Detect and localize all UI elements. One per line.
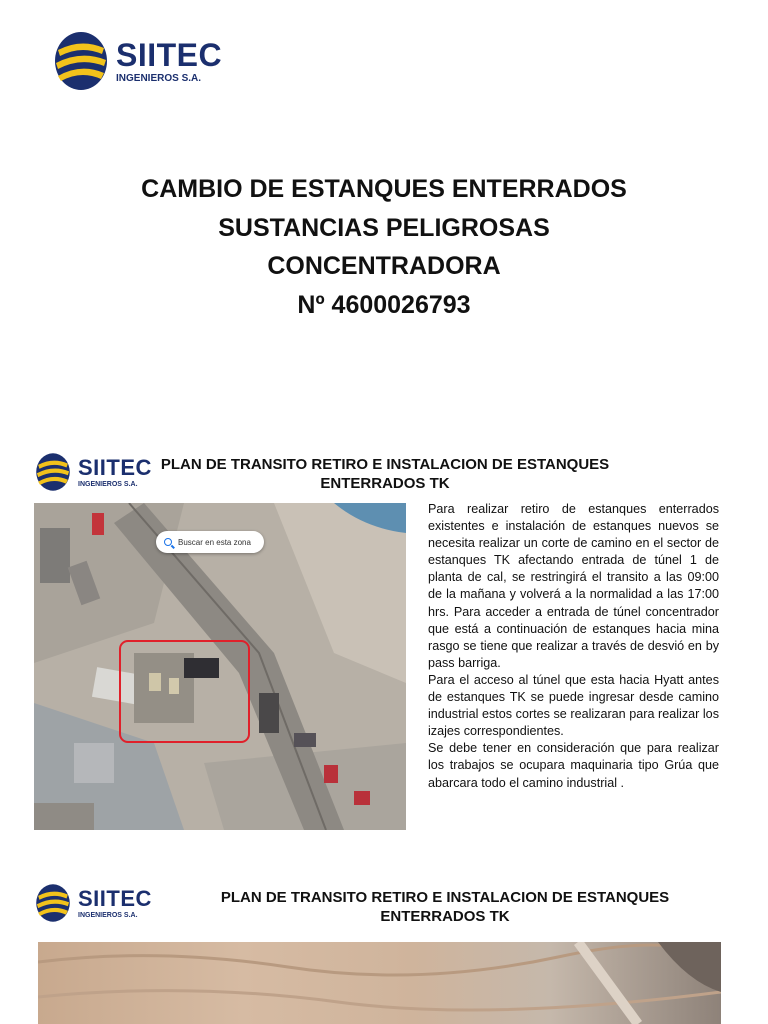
slide2-logo xyxy=(34,883,152,923)
cover-title-number: Nº 4600026793 xyxy=(297,290,471,319)
siitec-logo xyxy=(52,30,222,92)
work-area-highlight xyxy=(119,640,250,743)
satellite-map xyxy=(34,503,406,830)
map-search-placeholder: Buscar en esta zona xyxy=(178,537,251,547)
slide1-logo xyxy=(34,452,152,492)
body-paragraph: Para realizar retiro de estanques enterrados existentes e instalación de estanques nuevos se necesita realizar un corte de camino en el sector de estanques TK afectando entrada de túnel 1 de planta de cal, se restringirá el transito a las 09:00 de la mañana y volverá a la normalidad a las 17:00 hrs. Para acceder a entrada de túnel concentrador que está a continuación de estanques hacia mina rasgo se tiene que realizar a través de desvió en by pass barriga. xyxy=(428,502,719,670)
siitec-logo-icon xyxy=(34,883,72,923)
slide1-heading-line: ENTERRADOS TK xyxy=(320,475,450,492)
search-icon xyxy=(164,538,172,546)
logo-name: SIITEC xyxy=(78,885,152,911)
map-search-box[interactable] xyxy=(156,531,264,553)
logo-subtitle: INGENIEROS S.A. xyxy=(78,480,138,488)
slide1-body-text xyxy=(428,501,719,792)
slide1-heading-line: PLAN DE TRANSITO RETIRO E INSTALACION DE ESTANQUES xyxy=(160,456,610,473)
logo-name: SIITEC xyxy=(116,36,223,73)
slide2-heading xyxy=(190,888,700,926)
cover-title-line: CAMBIO DE ESTANQUES ENTERRADOS xyxy=(141,175,627,203)
siitec-logo-icon xyxy=(52,30,110,92)
slide1-heading xyxy=(140,455,630,493)
slide2-aerial-photo xyxy=(38,942,721,1024)
logo-subtitle: INGENIEROS S.A. xyxy=(116,72,202,84)
logo-name: SIITEC xyxy=(78,454,152,480)
body-paragraph: Se debe tener en consideración que para realizar los trabajos se ocupara maquinaria tipo Grúa que abarcara todo el camino industrial . xyxy=(428,741,719,790)
cover-title-line: SUSTANCIAS PELIGROSAS xyxy=(218,213,550,242)
slide2-heading-line: ENTERRADOS TK xyxy=(380,908,510,925)
body-paragraph: Para el acceso al túnel que esta hacia Hyatt antes de estanques TK se puede ingresar desde camino industrial estos cortes se realizaran para realizar los izajes correspondientes. xyxy=(428,672,719,739)
aerial-photo-texture xyxy=(38,942,721,1024)
cover-title xyxy=(0,170,768,324)
siitec-logo-icon xyxy=(34,452,72,492)
logo-subtitle: INGENIEROS S.A. xyxy=(78,911,138,919)
cover-title-line: CONCENTRADORA xyxy=(267,252,501,280)
slide2-heading-line: PLAN DE TRANSITO RETIRO E INSTALACION DE ESTANQUES xyxy=(220,889,670,906)
